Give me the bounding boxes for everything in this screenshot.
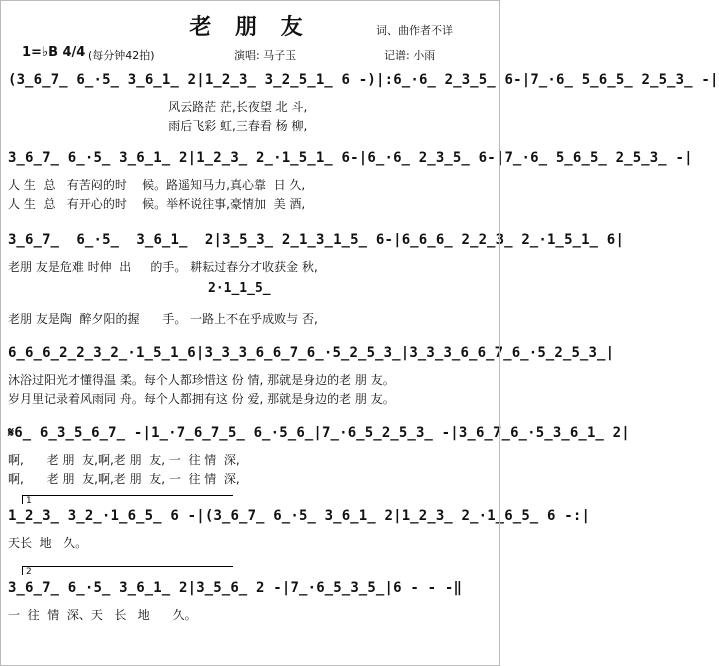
score-line-6: 1̲2̲3̲ 3̲2̲·1̲6̲5̲ 6 -|(3̲6̲7̲ 6̲·5̲ 3̲6̲1̲ 2|1̲2̲3̲ 2̲·1̲6̲5̲ 6 -:| [8, 508, 591, 524]
lyrics-line-4-verse-1: 沐浴过阳光才懂得温 柔。每个人都珍惜这 份 情, 那就是身边的老 朋 友。 [8, 373, 395, 387]
lyrics-line-2-verse-1: 人 生 总 有苦闷的时 候。路遥知马力,真心靠 日 久, [8, 178, 306, 192]
score-line-7: 3̲6̲7̲ 6̲·5̲ 3̲6̲1̲ 2|3̲5̲6̲ 2 -|7̲·6̲5̲3̲5̲|6 - - -‖ [8, 580, 463, 596]
lyrics-line-5-verse-1: 啊, 老 朋 友,啊,老 朋 友, 一 往 情 深, [8, 453, 240, 467]
song-title: 老 朋 友 [189, 14, 311, 40]
lyrics-line-4-verse-2: 岁月里记录着风雨同 舟。每个人都拥有这 份 爱, 那就是身边的老 朋 友。 [8, 392, 395, 406]
lyrics-line-3-verse-2: 老朋 友是陶 醉夕阳的握 手。 一路上不在乎成败与 否, [8, 312, 318, 326]
lyrics-line-3-verse-1: 老朋 友是危难 时伸 出 的手。 耕耘过春分才收获金 秋, [8, 260, 318, 274]
lyrics-line-7-verse-1: 一 往 情 深、天 长 地 久。 [8, 608, 197, 622]
score-line-3: 3̲6̲7̲ 6̲·5̲ 3̲6̲1̲ 2|3̲5̲3̲ 2̲1̲3̲1̲5̲ 6-|6̲6̲6̲ 2̲2̲3̲ 2̲·1̲5̲1̲ 6| [8, 232, 625, 248]
score-line-2: 3̲6̲7̲ 6̲·5̲ 3̲6̲1̲ 2|1̲2̲3̲ 2̲·1̲5̲1̲ 6-|6̲·6̲ 2̲3̲5̲ 6-|7̲·6̲ 5̲6̲5̲ 2̲5̲3̲ -| [8, 150, 693, 166]
lyrics-line-1-verse-1: 风云路茫 茫,长夜望 北 斗, [8, 100, 308, 114]
composer-credit: 词、曲作者不详 [376, 24, 453, 37]
first-ending-number: 1 [26, 496, 32, 506]
score-line-4: 6̲6̲6̲2̲2̲3̲2̲·1̲5̲1̲6|3̲3̲3̲6̲6̲7̲6̲·5̲2̲5̲3̲|3̲3̲3̲6̲6̲7̲6̲·5̲2̲5̲3̲| [8, 345, 615, 361]
score-line-5: 𝄋6̲ 6̲3̲5̲6̲7̲ -|1̲·7̲6̲7̲5̲ 6̲·5̲6̲|7̲·6̲5̲2̲5̲3̲ -|3̲6̲7̲6̲·5̲3̲6̲1̲ 2| [8, 425, 630, 441]
lyrics-line-1-verse-2: 雨后飞彩 虹,三春看 杨 柳, [8, 119, 308, 133]
lyrics-line-5-verse-2: 啊, 老 朋 友,啊,老 朋 友, 一 往 情 深, [8, 472, 240, 486]
transcriber-credit: 记谱: 小雨 [384, 49, 436, 62]
key-signature: 1=♭B 4/4 [22, 45, 86, 60]
lyrics-line-6-verse-1: 天长 地 久。 [8, 536, 88, 550]
alternate-melody-fragment: 2·1̲1̲5̲ [208, 281, 271, 296]
tempo-marking: (每分钟42拍) [88, 49, 155, 62]
second-ending-number: 2 [26, 567, 32, 577]
score-line-1: (3̲6̲7̲ 6̲·5̲ 3̲6̲1̲ 2|1̲2̲3̲ 3̲2̲5̲1̲ 6 -)|:6̲·6̲ 2̲3̲5̲ 6-|7̲·6̲ 5̲6̲5̲ 2̲5̲3̲ -| [8, 72, 719, 88]
singer-credit: 演唱: 马子玉 [234, 49, 297, 62]
lyrics-line-2-verse-2: 人 生 总 有开心的时 候。举杯说往事,豪情加 美 酒, [8, 197, 306, 211]
